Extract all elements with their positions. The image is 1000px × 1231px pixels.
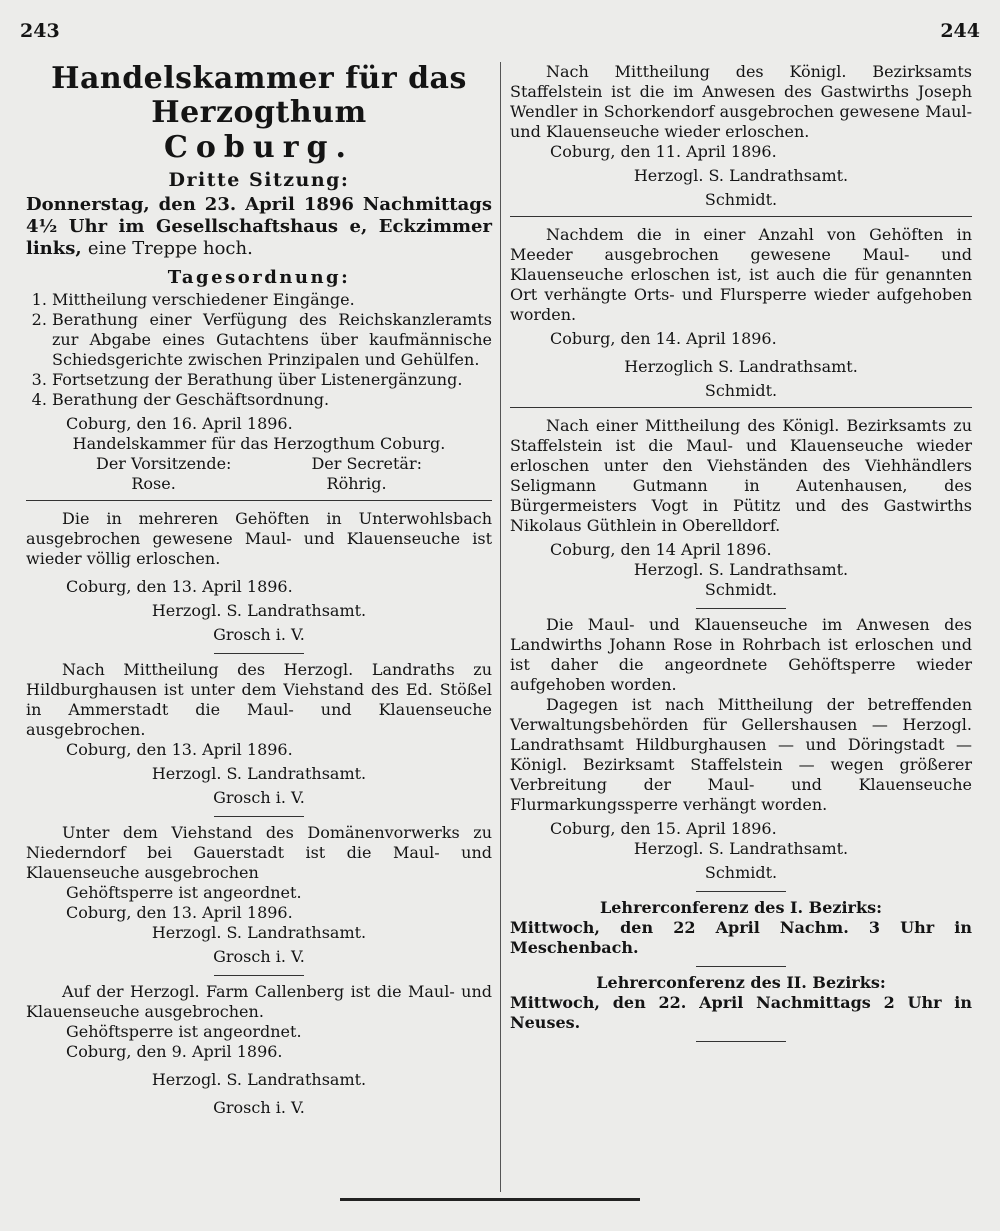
notice-callenberg: Auf der Herzogl. Farm Callenberg ist die Maul- und Klauenseuche ausgebrochen. (26, 982, 492, 1021)
notice-date: Coburg, den 13. April 1896. (66, 577, 293, 596)
notice-signature: Grosch i. V. (213, 1098, 305, 1117)
session-heading: Dritte Sitzung: (168, 169, 350, 191)
notice-date: Coburg, den 14. April 1896. (550, 329, 777, 348)
notice-flurmarkungssperre: Dagegen ist nach Mittheilung der betreffenden Verwaltungsbehörden für Gellershausen — Herzogl. Landrathsamt Hildburghausen — und Döringstadt — Königl. Bezirksamt Staffelstein — wegen größerer Verbreitung der Maul- und Klauenseuche Flurmarkungssperre verhängt worden. (510, 695, 972, 814)
notice-staffelstein: Nach einer Mittheilung des Königl. Bezirksamts zu Staffelstein ist die Maul- und Klauenseuche wieder erloschen unter den Viehständen des Viehhändlers Seligmann Gutmann in Autenhausen, des Bürgermeisters Vogt in Pütitz und des Gastwirths Nikolaus Güthlein in Oberelldorf. (510, 416, 972, 535)
notice-office: Herzogl. S. Landrathsamt. (151, 1070, 367, 1089)
notice-date: Coburg, den 13. April 1896. (66, 740, 293, 759)
notice-divider (696, 608, 786, 609)
page-end-rule (340, 1198, 640, 1201)
notice-office: Herzogl. S. Landrathsamt. (633, 166, 849, 185)
agenda-item: 1. Mittheilung verschiedener Eingänge. (52, 290, 492, 310)
notice-date: Coburg, den 13. April 1896. (66, 903, 293, 922)
chairman-label: Der Vorsitzende: (95, 454, 232, 473)
teacher-conference-2-details: Mittwoch, den 22. April Nachmittags 2 Uhr in Neuses. (510, 993, 972, 1032)
notice-divider (214, 816, 304, 817)
chairman-name: Rose. (131, 474, 176, 493)
secretary-name: Röhrig. (326, 474, 387, 493)
agenda-list (26, 290, 492, 410)
notice-signature: Schmidt. (704, 580, 778, 599)
chamber-signature-roles (26, 454, 492, 474)
meeting-details (26, 194, 492, 260)
teacher-conference-1-heading: Lehrerconferenz des I. Bezirks: (600, 898, 882, 917)
notice-date: Coburg, den 11. April 1896. (550, 142, 777, 161)
notice-signature: Grosch i. V. (213, 625, 305, 644)
notice-signature: Schmidt. (704, 381, 778, 400)
notice-office: Herzoglich S. Landrathsamt. (624, 357, 858, 376)
notice-date: Coburg, den 14 April 1896. (550, 540, 772, 559)
notice-divider (696, 1041, 786, 1042)
notice-office: Herzogl. S. Landrathsamt. (633, 839, 849, 858)
notice-date: Coburg, den 15. April 1896. (550, 819, 777, 838)
notice-niederndorf: Unter dem Viehstand des Domänenvorwerks zu Niederndorf bei Gauerstadt ist die Maul- und Klauenseuche ausgebrochen (26, 823, 492, 882)
notice-divider (696, 966, 786, 967)
column-divider (500, 62, 501, 1192)
meeting-location: eine Treppe hoch. (87, 238, 253, 259)
notice-office: Herzogl. S. Landrathsamt. (151, 764, 367, 783)
agenda-item: 2. Berathung einer Verfügung des Reichskanzleramts zur Abgabe eines Gutachtens über kaufmännische Schiedsgerichte zwischen Prinzipalen und Gehülfen. (52, 310, 492, 370)
notice-ammerstadt: Nach Mittheilung des Herzogl. Landraths zu Hildburghausen ist unter dem Viehstand des Ed. Stößel in Ammerstadt die Maul- und Klauenseuche ausgebrochen. (26, 660, 492, 739)
agenda-heading: Tagesordnung: (167, 267, 351, 288)
notice-office: Herzogl. S. Landrathsamt. (151, 601, 367, 620)
meeting-datetime: Donnerstag, den 23. April 1896 Nachmittags 4½ Uhr im Gesellschaftshaus e, Eckzimmer links, (26, 194, 492, 259)
secretary-label: Der Secretär: (311, 454, 422, 473)
notice-divider (214, 653, 304, 654)
teacher-conference-1-details: Mittwoch, den 22 April Nachm. 3 Uhr in Meschenbach. (510, 918, 972, 957)
page-number-left: 243 (20, 20, 60, 42)
chamber-title-city: Coburg. (164, 130, 354, 165)
notice-divider (696, 891, 786, 892)
agenda-item: 4. Berathung der Geschäftsordnung. (52, 390, 492, 410)
notice-signature: Schmidt. (704, 190, 778, 209)
notice-divider (214, 975, 304, 976)
notice-unterwohlsbach: Die in mehreren Gehöften in Unterwohlsbach ausgebrochen gewesene Maul- und Klauenseuche ist wieder völlig erloschen. (26, 509, 492, 568)
chamber-signature-names (26, 474, 492, 494)
notice-schorkendorf: Nach Mittheilung des Königl. Bezirksamts Staffelstein ist die im Anwesen des Gastwirths Joseph Wendler in Schorkendorf ausgebrochen gewesene Maul- und Klauenseuche wieder erloschen. (510, 62, 972, 141)
chamber-date: Coburg, den 16. April 1896. (66, 414, 293, 433)
notice-signature: Grosch i. V. (213, 788, 305, 807)
notice-office: Herzogl. S. Landrathsamt. (633, 560, 849, 579)
teacher-conference-2-heading: Lehrerconferenz des II. Bezirks: (596, 973, 886, 992)
notice-line: Gehöftsperre ist angeordnet. (66, 1022, 302, 1041)
notice-signature: Grosch i. V. (213, 947, 305, 966)
notice-rohrbach: Die Maul- und Klauenseuche im Anwesen des Landwirths Johann Rose in Rohrbach ist erloschen und ist daher die angeordnete Gehöftsperre wieder aufgehoben worden. (510, 615, 972, 694)
left-column (26, 62, 492, 1118)
right-column (510, 62, 972, 1048)
notice-meeder: Nachdem die in einer Anzahl von Gehöften in Meeder ausgebrochen gewesene Maul- und Klauenseuche erloschen ist, ist auch die für genannten Ort verhängte Orts- und Flursperre wieder aufgehoben worden. (510, 225, 972, 324)
notice-line: Gehöftsperre ist angeordnet. (66, 883, 302, 902)
agenda-item: 3. Fortsetzung der Berathung über Listenergänzung. (52, 370, 492, 390)
notice-date: Coburg, den 9. April 1896. (66, 1042, 283, 1061)
section-divider (510, 407, 972, 408)
chamber-signature-org: Handelskammer für das Herzogthum Coburg. (72, 434, 446, 453)
section-divider (510, 216, 972, 217)
page-number-right: 244 (940, 20, 980, 42)
notice-signature: Schmidt. (704, 863, 778, 882)
section-divider (26, 500, 492, 501)
notice-office: Herzogl. S. Landrathsamt. (151, 923, 367, 942)
chamber-title: Handelskammer für das Herzogthum (51, 61, 467, 130)
